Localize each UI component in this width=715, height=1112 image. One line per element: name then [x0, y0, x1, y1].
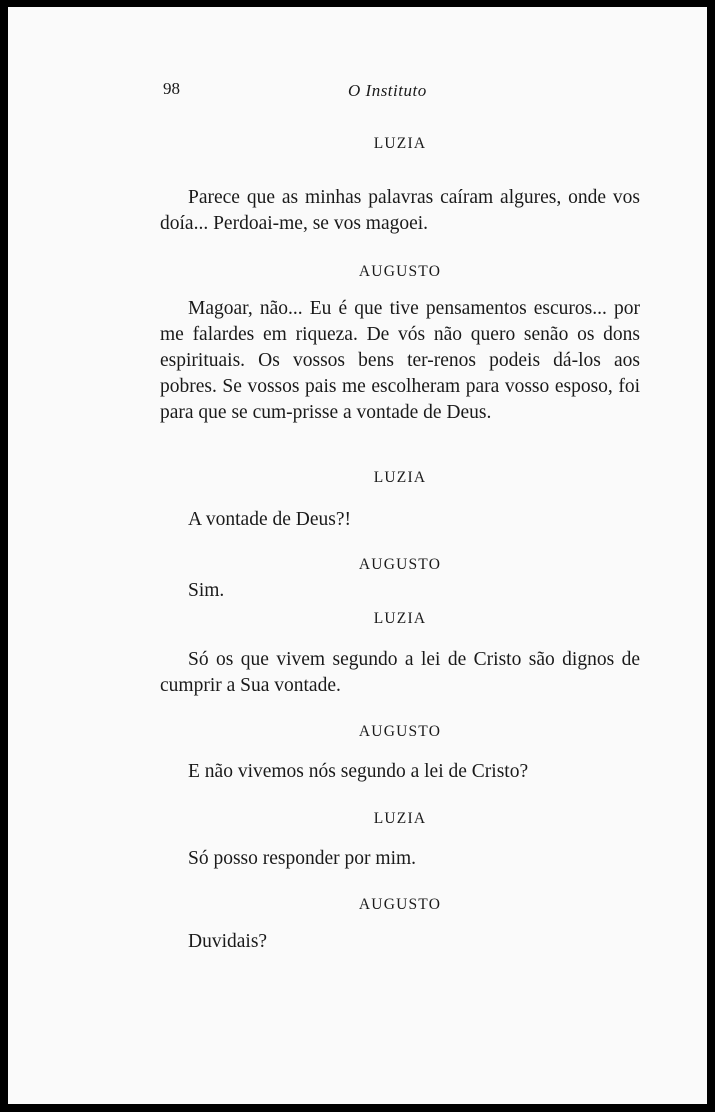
- dialogue-line: A vontade de Deus?!: [188, 509, 351, 530]
- dialogue-line: Duvidais?: [188, 931, 268, 952]
- dialogue-line: Magoar, não... Eu é que tive pensamentos escuros... por me falardes em riqueza. De vós não quero senão os dons espirituais. Os vossos bens ter-renos podeis dá-los aos pobres. Se vossos pais me escolheram para vosso esposo, foi para que se cum-prisse a vontade de Deus.: [160, 298, 640, 423]
- speaker-name: LUZIA: [373, 610, 427, 627]
- dialogue-line: Sim.: [188, 580, 225, 601]
- speaker-name: AUGUSTO: [358, 896, 442, 913]
- dialogue-line: Só posso responder por mim.: [188, 848, 417, 869]
- dialogue-line: Só os que vivem segundo a lei de Cristo são dignos de cumprir a Sua vontade.: [160, 649, 640, 696]
- speaker-name: AUGUSTO: [358, 263, 442, 280]
- dialogue-line: Parece que as minhas palavras caíram algures, onde vos doía... Perdoai-me, se vos magoei.: [160, 187, 640, 234]
- speaker-name: LUZIA: [373, 469, 427, 486]
- dialogue-line: E não vivemos nós segundo a lei de Cristo?: [188, 761, 529, 782]
- speaker-name: AUGUSTO: [358, 556, 442, 573]
- speaker-name: LUZIA: [373, 810, 427, 827]
- speaker-name: AUGUSTO: [358, 723, 442, 740]
- running-title: O Instituto: [348, 81, 427, 100]
- page-header: [8, 79, 707, 109]
- speaker-name: LUZIA: [373, 135, 427, 152]
- page-number: 98: [163, 79, 180, 98]
- book-page: [8, 7, 707, 1104]
